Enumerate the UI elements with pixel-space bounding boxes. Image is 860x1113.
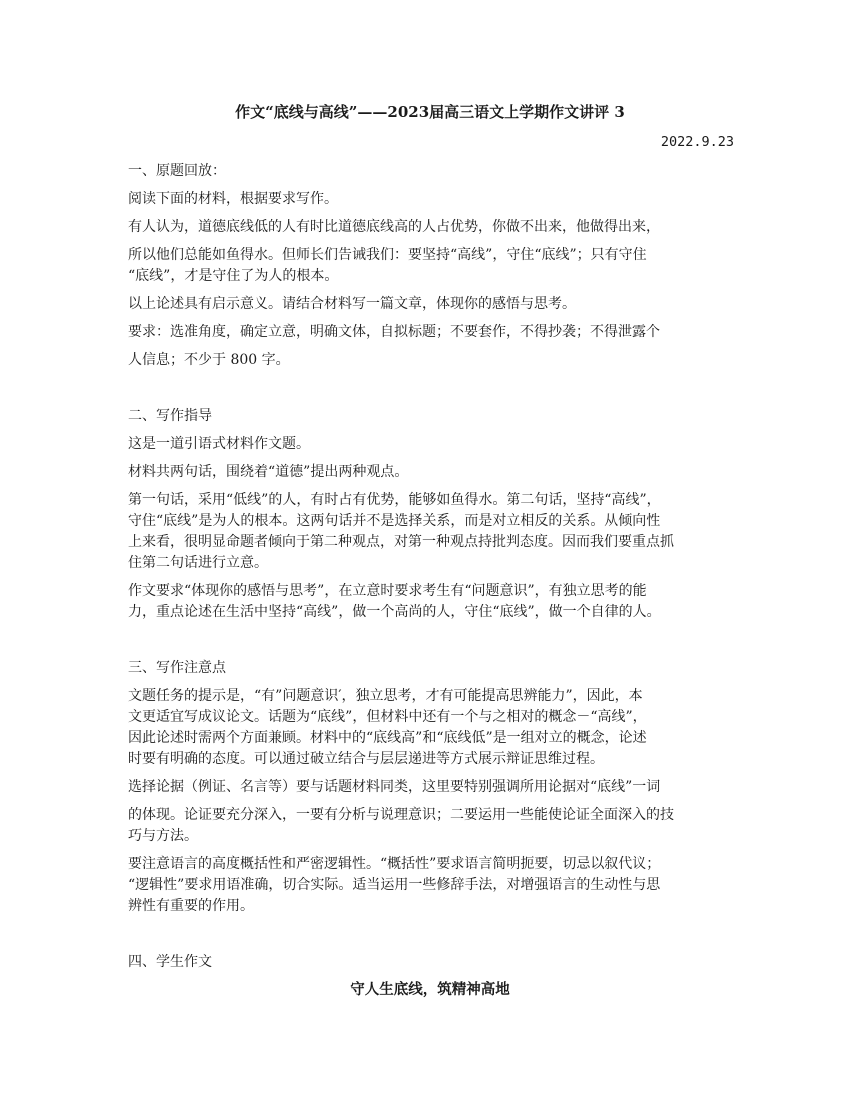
paragraph-line: 阅读下面的材料，根据要求写作。 [128, 191, 338, 207]
section-heading: 四、学生作文 [128, 954, 212, 970]
paragraph-line: 住第二句话进行立意。 [128, 555, 268, 571]
paragraph-line: 上来看，很明显命题者倾向于第二种观点，对第一种观点持批判态度。因而我们要重点抓 [128, 534, 674, 550]
section-heading: 二、写作指导 [128, 408, 212, 424]
paragraph-line: 所以他们总能如鱼得水。但师长们告诫我们：要坚持“高线”，守住“底线”；只有守住 [128, 247, 647, 263]
essay-title: 守人生底线，筑精神高地 [350, 981, 510, 998]
paragraph-line: 人信息；不少于 800 字。 [128, 352, 290, 368]
paragraph-line: 要注意语言的高度概括性和严密逻辑性。“概括性”要求语言简明扼要，切忌以叙代议； [128, 856, 661, 872]
paragraph-line: 力，重点论述在生活中坚持“高线”，做一个高尚的人，守住“底线”，做一个自律的人。 [128, 604, 661, 620]
paragraph-line: 要求：选准角度，确定立意，明确文体，自拟标题；不要套作，不得抄袭；不得泄露个 [128, 324, 660, 340]
paragraph-line: 文题任务的提示是，“有”问题意识′，独立思考，才有可能提高思辨能力”，因此，本 [128, 688, 643, 704]
paragraph-line: 作文要求“体现你的感悟与思考”，在立意时要求考生有“问题意识”，有独立思考的能 [128, 583, 647, 599]
paragraph-line: 因此论述时需两个方面兼顾。材料中的“底线高”和“底线低”是一组对立的概念，论述 [128, 730, 647, 746]
paragraph-line: 以上论述具有启示意义。请结合材料写一篇文章，体现你的感悟与思考。 [128, 296, 576, 312]
paragraph-line: 有人认为，道德底线低的人有时比道德底线高的人占优势，你做不出来，他做得出来， [128, 219, 660, 235]
paragraph-line: 的体现。论证要充分深入，一要有分析与说理意识；二要运用一些能使论证全面深入的技 [128, 807, 674, 823]
paragraph-line: 巧与方法。 [128, 828, 198, 844]
paragraph-line: 选择论据（例证、名言等）要与话题材料同类，这里要特别强调所用论据对“底线”一词 [128, 779, 661, 795]
paragraph-line: 这是一道引语式材料作文题。 [128, 436, 310, 452]
paragraph-line: 辨性有重要的作用。 [128, 898, 254, 914]
paragraph-line: “逻辑性”要求用语准确，切合实际。适当运用一些修辞手法，对增强语言的生动性与思 [128, 877, 661, 893]
paragraph-line: 文更适宜写成议论文。话题为“底线”，但材料中还有一个与之相对的概念－“高线”， [128, 709, 647, 725]
document-date: 2022.9.23 [660, 134, 734, 150]
section-heading: 一、原题回放： [128, 163, 226, 179]
section-heading: 三、写作注意点 [128, 660, 226, 676]
document-title: 作文“底线与高线”——2023届高三语文上学期作文讲评 3 [235, 103, 625, 121]
paragraph-line: 守住“底线”是为人的根本。这两句话并不是选择关系，而是对立相反的关系。从倾向性 [128, 513, 661, 529]
paragraph-line: 第一句话，采用“低线”的人，有时占有优势，能够如鱼得水。第二句话，坚持“高线”， [128, 492, 661, 508]
paragraph-line: “底线”，才是守住了为人的根本。 [128, 268, 339, 284]
paragraph-line: 时要有明确的态度。可以通过破立结合与层层递进等方式展示辩证思维过程。 [128, 751, 604, 767]
paragraph-line: 材料共两句话，围绕着“道德”提出两种观点。 [128, 464, 409, 480]
